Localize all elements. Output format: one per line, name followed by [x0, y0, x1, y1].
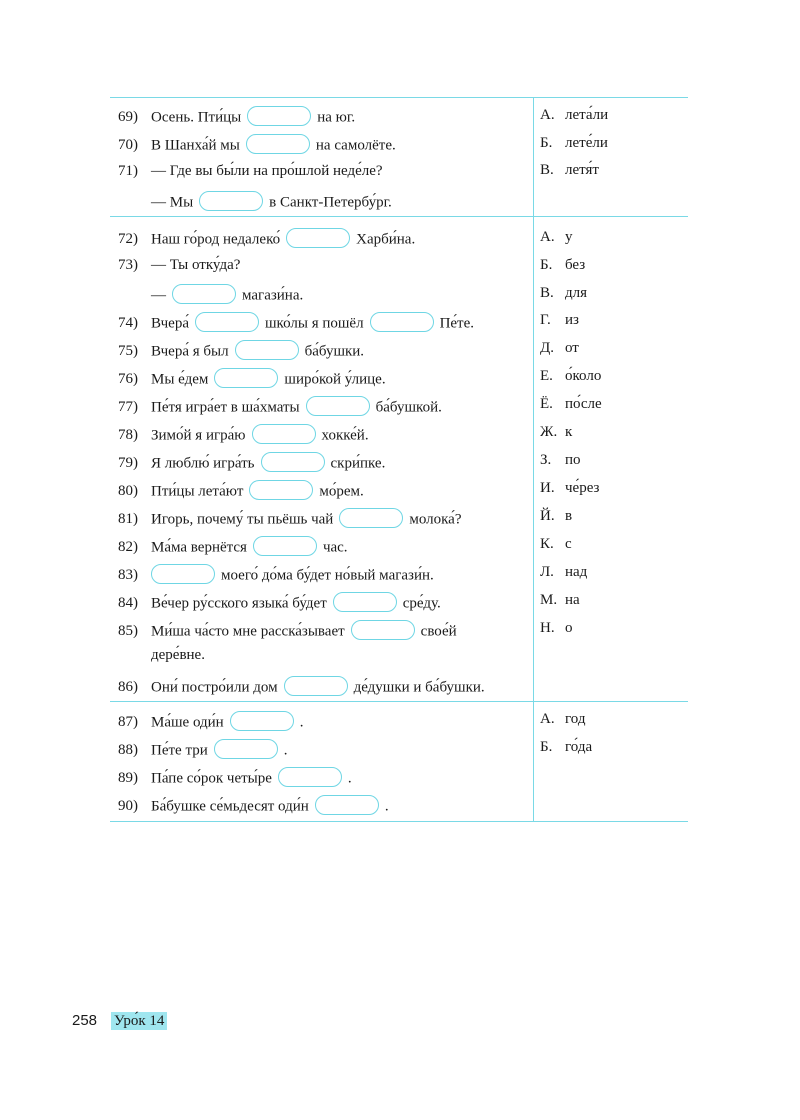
option-g: [540, 311, 579, 329]
exercise-item-83: [118, 566, 434, 586]
answer-blank[interactable]: [278, 767, 342, 787]
answer-blank[interactable]: [370, 312, 434, 332]
option-label: Ж.: [540, 424, 558, 440]
item-text: Ми́ша ча́сто мне расска́зывает: [151, 623, 345, 640]
item-text: Ма́ма вернётся: [151, 539, 247, 556]
item-text: Мы е́дем: [151, 371, 209, 388]
exercise-item-85: [118, 622, 457, 642]
option-n: [540, 619, 573, 637]
item-text: на самолёте.: [315, 137, 396, 154]
option-k: [540, 535, 572, 553]
option-z: [540, 451, 581, 469]
option-label: Д.: [540, 340, 554, 356]
item-text: ба́бушки.: [304, 343, 365, 360]
item-number: 87): [118, 714, 138, 731]
option-a: [540, 710, 585, 728]
exercise-item-88: [118, 741, 287, 761]
section-divider: [110, 216, 688, 217]
item-number: 71): [118, 163, 138, 179]
option-b: [540, 738, 592, 756]
item-text: .: [299, 714, 304, 731]
item-text: Зимо́й я игра́ю: [151, 427, 246, 444]
item-text: Пе́те три: [151, 742, 208, 759]
answer-blank[interactable]: [252, 424, 316, 444]
answer-blank[interactable]: [249, 480, 313, 500]
option-y: [540, 507, 572, 525]
exercise-item-69: [118, 108, 355, 128]
option-l: [540, 563, 587, 581]
answer-blank[interactable]: [333, 592, 397, 612]
option-text: лета́ли: [565, 107, 609, 123]
option-v: [540, 284, 587, 302]
option-text: о́коло: [565, 368, 602, 384]
item-text: широ́кой у́лице.: [284, 371, 386, 388]
item-number: 90): [118, 798, 138, 815]
item-text: Харби́на.: [356, 231, 416, 248]
item-text: .: [384, 798, 389, 815]
exercise-item-80: [118, 482, 364, 502]
item-number: 76): [118, 371, 138, 388]
option-label: К.: [540, 536, 554, 552]
option-label: Г.: [540, 312, 551, 328]
exercise-item-71-cont: [118, 193, 392, 213]
option-label: Б.: [540, 739, 553, 755]
section-divider: [110, 701, 688, 702]
option-text: у: [565, 229, 573, 245]
item-number: 79): [118, 455, 138, 472]
item-text: час.: [322, 539, 348, 556]
exercise-item-86: [118, 678, 485, 698]
exercise-item-74: [118, 314, 474, 334]
option-b: [540, 134, 608, 152]
item-text: Вчера́: [151, 315, 189, 332]
lesson-label: Уро́к 14: [111, 1012, 167, 1030]
option-label: В.: [540, 285, 554, 301]
item-number: 73): [118, 257, 138, 273]
item-text: де́душки и ба́бушки.: [353, 679, 485, 696]
answer-blank[interactable]: [199, 191, 263, 211]
exercise-item-71: [118, 162, 383, 180]
item-text: Па́пе со́рок четы́ре: [151, 770, 272, 787]
answer-blank[interactable]: [230, 711, 294, 731]
option-label: Л.: [540, 564, 554, 580]
option-text: год: [565, 711, 586, 727]
column-divider: [533, 97, 534, 822]
answer-blank[interactable]: [214, 368, 278, 388]
option-a: [540, 106, 608, 124]
option-label: Е.: [540, 368, 553, 384]
answer-blank[interactable]: [247, 106, 311, 126]
option-a: [540, 228, 573, 246]
item-text: Я люблю́ игра́ть: [151, 455, 255, 472]
item-text: Пе́тя игра́ет в ша́хматы: [151, 399, 300, 416]
exercise-item-89: [118, 769, 352, 789]
option-text: от: [565, 340, 579, 356]
item-number: 69): [118, 109, 138, 126]
option-text: летя́т: [565, 162, 599, 178]
item-number: 78): [118, 427, 138, 444]
item-text: шко́лы я пошёл: [265, 315, 364, 332]
item-text: Пти́цы лета́ют: [151, 483, 244, 500]
exercise-item-73: [118, 256, 240, 274]
item-text: Ма́ше оди́н: [151, 714, 224, 731]
exercise-item-82: [118, 538, 348, 558]
option-zh: [540, 423, 572, 441]
option-text: над: [565, 564, 588, 580]
item-text: моего́ до́ма бу́дет но́вый магази́н.: [221, 567, 434, 584]
exercise-item-77: [118, 398, 442, 418]
option-label: Б.: [540, 257, 553, 273]
option-label: Н.: [540, 620, 555, 636]
answer-blank[interactable]: [286, 228, 350, 248]
item-text: Наш го́род недалеко́: [151, 231, 281, 248]
item-text: — Ты отку́да?: [151, 257, 241, 273]
item-number: 88): [118, 742, 138, 759]
answer-blank[interactable]: [339, 508, 403, 528]
exercise-item-70: [118, 136, 396, 156]
item-number: 81): [118, 511, 138, 528]
item-text: .: [283, 742, 288, 759]
answer-blank[interactable]: [172, 284, 236, 304]
item-number: 70): [118, 137, 138, 154]
answer-blank[interactable]: [235, 340, 299, 360]
item-text: Они́ постро́или дом: [151, 679, 278, 696]
item-number: 74): [118, 315, 138, 332]
item-number: 83): [118, 567, 138, 584]
item-text: В Шанха́й мы: [151, 137, 240, 154]
answer-blank[interactable]: [351, 620, 415, 640]
option-d: [540, 339, 579, 357]
exercise-item-73-cont: [118, 286, 303, 306]
item-number: 72): [118, 231, 138, 248]
item-text: свое́й: [420, 623, 457, 640]
item-number: 89): [118, 770, 138, 787]
item-text: хокке́й.: [321, 427, 369, 444]
exercise-item-76: [118, 370, 386, 390]
item-number: 86): [118, 679, 138, 696]
item-text: Ба́бушке се́мьдесят оди́н: [151, 798, 309, 815]
option-label: В.: [540, 162, 554, 178]
answer-blank[interactable]: [253, 536, 317, 556]
item-text: Ве́чер ру́сского языка́ бу́дет: [151, 595, 327, 612]
answer-blank[interactable]: [246, 134, 310, 154]
table-bottom-rule: [110, 821, 688, 822]
table-top-rule: [110, 97, 688, 98]
item-text: на юг.: [317, 109, 356, 126]
item-text: Осень. Пти́цы: [151, 109, 242, 126]
item-number: 80): [118, 483, 138, 500]
item-number: 77): [118, 399, 138, 416]
option-yo: [540, 395, 602, 413]
exercise-item-85-cont: [118, 646, 205, 664]
option-m: [540, 591, 580, 609]
option-label: Ё.: [540, 396, 553, 412]
option-text: без: [565, 257, 586, 273]
item-text: —: [151, 287, 166, 304]
option-text: о: [565, 620, 573, 636]
option-label: И.: [540, 480, 555, 496]
option-text: че́рез: [565, 480, 600, 496]
option-v: [540, 161, 599, 179]
answer-blank[interactable]: [261, 452, 325, 472]
option-label: З.: [540, 452, 552, 468]
option-text: к: [565, 424, 573, 440]
option-text: лете́ли: [565, 135, 608, 151]
item-text: сре́ду.: [402, 595, 441, 612]
item-text: мо́рем.: [319, 483, 364, 500]
option-i: [540, 479, 599, 497]
exercise-item-84: [118, 594, 441, 614]
item-text: — Мы: [151, 194, 194, 211]
item-text: Пе́те.: [439, 315, 475, 332]
item-number: 84): [118, 595, 138, 612]
page-number: 258: [72, 1012, 98, 1029]
answer-blank[interactable]: [151, 564, 215, 584]
option-text: по́сле: [565, 396, 602, 412]
item-text: Игорь, почему́ ты пьёшь чай: [151, 511, 334, 528]
option-e: [540, 367, 601, 385]
option-label: А.: [540, 107, 555, 123]
item-text: ба́бушкой.: [375, 399, 442, 416]
exercise-item-87: [118, 713, 303, 733]
item-text: — Где вы бы́ли на про́шлой неде́ле?: [151, 163, 383, 179]
option-text: с: [565, 536, 572, 552]
answer-blank[interactable]: [315, 795, 379, 815]
option-label: Й.: [540, 508, 555, 524]
option-label: Б.: [540, 135, 553, 151]
option-text: на: [565, 592, 580, 608]
item-text: молока́?: [409, 511, 462, 528]
exercise-item-78: [118, 426, 369, 446]
item-number: 85): [118, 623, 138, 640]
item-text: .: [347, 770, 352, 787]
item-number: 82): [118, 539, 138, 556]
exercise-item-75: [118, 342, 364, 362]
exercise-item-72: [118, 230, 415, 250]
item-text: в Санкт-Петербу́рг.: [269, 194, 392, 211]
option-label: М.: [540, 592, 558, 608]
answer-blank[interactable]: [306, 396, 370, 416]
answer-blank[interactable]: [195, 312, 259, 332]
answer-blank[interactable]: [214, 739, 278, 759]
option-text: в: [565, 508, 573, 524]
exercise-item-81: [118, 510, 461, 530]
option-text: из: [565, 312, 579, 328]
answer-blank[interactable]: [284, 676, 348, 696]
item-text: скри́пке.: [330, 455, 386, 472]
item-text: дере́вне.: [151, 647, 205, 663]
item-text: Вчера́ я был: [151, 343, 229, 360]
option-label: А.: [540, 711, 555, 727]
item-number: 75): [118, 343, 138, 360]
exercise-item-90: [118, 797, 389, 817]
option-text: по: [565, 452, 581, 468]
option-b: [540, 256, 585, 274]
item-text: магази́на.: [242, 287, 304, 304]
exercise-item-79: [118, 454, 385, 474]
option-text: го́да: [565, 739, 593, 755]
option-text: для: [565, 285, 588, 301]
page-footer: [72, 1012, 167, 1030]
option-label: А.: [540, 229, 555, 245]
